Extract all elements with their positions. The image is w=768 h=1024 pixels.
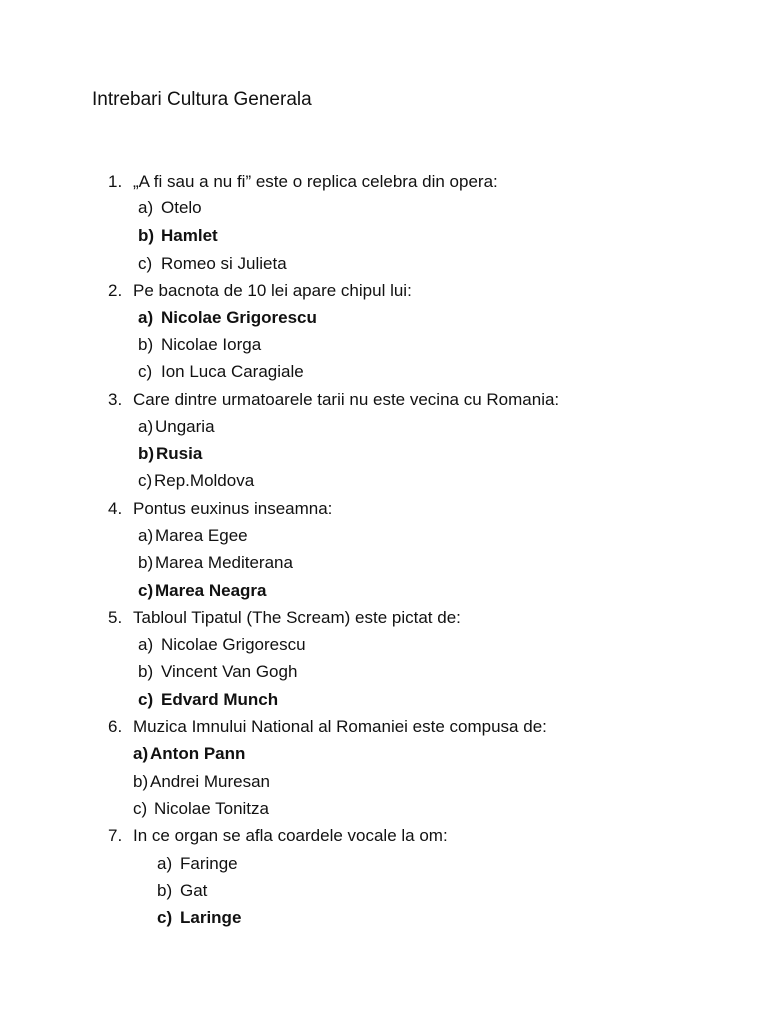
option-letter: b) [138, 662, 154, 681]
question-number: 3. [108, 390, 123, 409]
option-text: Nicolae Grigorescu [161, 635, 306, 654]
option-letter: c) [138, 471, 153, 490]
option-text: Ion Luca Caragiale [161, 362, 304, 381]
option-text: Ungaria [155, 417, 215, 436]
option-letter: c) [133, 799, 148, 818]
option-text: Anton Pann [150, 744, 246, 763]
question-text: Pe bacnota de 10 lei apare chipul lui: [133, 281, 412, 300]
option-letter: a) [133, 744, 149, 763]
option-letter: c) [138, 254, 153, 273]
option-text: Otelo [161, 198, 202, 217]
option-letter: a) [157, 854, 173, 873]
option-letter: b) [138, 335, 154, 354]
question-number: 1. [108, 172, 123, 191]
option-letter: c) [138, 362, 153, 381]
option-letter: a) [138, 635, 154, 654]
option-text: Marea Mediterana [155, 553, 293, 572]
option-text: Nicolae Tonitza [154, 799, 269, 818]
question-text: Pontus euxinus inseamna: [133, 499, 333, 518]
option-text: Edvard Munch [161, 690, 279, 709]
option-text: Rusia [156, 444, 203, 463]
option-letter: c) [157, 908, 173, 927]
option-text: Vincent Van Gogh [161, 662, 298, 681]
question-number: 7. [108, 826, 123, 845]
document-title: Intrebari Cultura Generala [92, 89, 312, 110]
option-text: Marea Neagra [155, 581, 267, 600]
question-number: 4. [108, 499, 123, 518]
question-number: 6. [108, 717, 123, 736]
option-letter: b) [138, 444, 155, 463]
option-text: Andrei Muresan [150, 772, 271, 791]
option-letter: b) [133, 772, 149, 791]
question-text: In ce organ se afla coardele vocale la om: [133, 826, 448, 845]
question-text: Care dintre urmatoarele tarii nu este vecina cu Romania: [133, 390, 560, 409]
option-text: Nicolae Grigorescu [161, 308, 317, 327]
option-text: Hamlet [161, 226, 218, 245]
option-text: Gat [180, 881, 208, 900]
option-letter: b) [138, 553, 154, 572]
option-letter: c) [138, 581, 154, 600]
question-number: 2. [108, 281, 123, 300]
option-text: Faringe [180, 854, 238, 873]
option-letter: b) [157, 881, 173, 900]
option-text: Rep.Moldova [154, 471, 255, 490]
option-letter: c) [138, 690, 154, 709]
option-letter: a) [138, 417, 154, 436]
question-text: „A fi sau a nu fi” este o replica celebra din opera: [133, 172, 498, 191]
question-text: Tabloul Tipatul (The Scream) este pictat de: [133, 608, 461, 627]
option-letter: a) [138, 308, 154, 327]
option-text: Romeo si Julieta [161, 254, 287, 273]
question-number: 5. [108, 608, 123, 627]
option-text: Nicolae Iorga [161, 335, 262, 354]
option-letter: b) [138, 226, 155, 245]
option-text: Marea Egee [155, 526, 248, 545]
question-text: Muzica Imnului National al Romaniei este compusa de: [133, 717, 547, 736]
option-text: Laringe [180, 908, 242, 927]
option-letter: a) [138, 198, 154, 217]
option-letter: a) [138, 526, 154, 545]
